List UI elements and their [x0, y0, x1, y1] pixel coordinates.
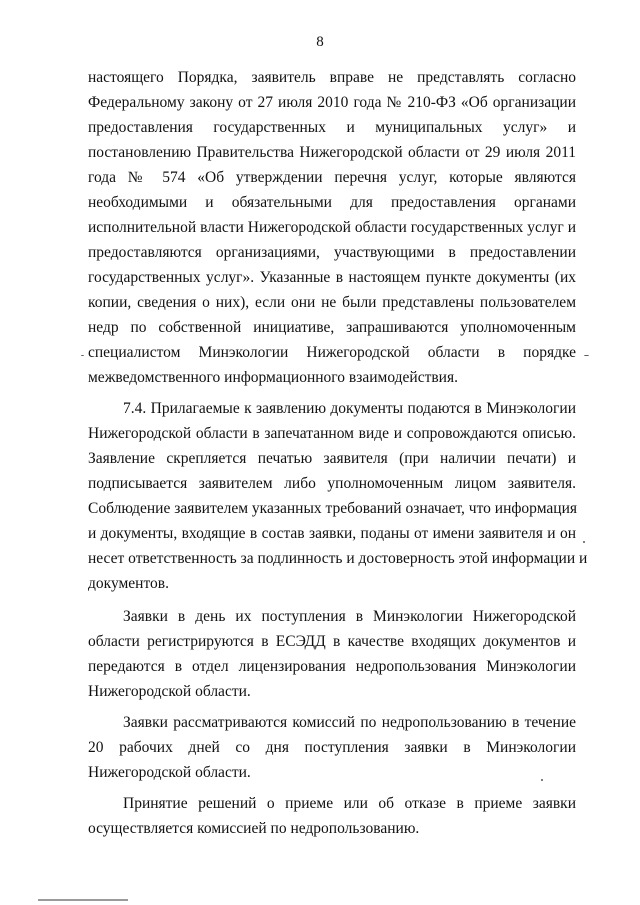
scan-speck [584, 355, 589, 356]
text-line: Федеральному закону от 27 июля 2010 года № 210-ФЗ «Об организации [88, 94, 576, 111]
text-line: года № 574 «Об утверждении перечня услуг, которые являются [88, 169, 576, 186]
text-line: передаются в отдел лицензирования недропользования Минэкологии [88, 658, 576, 675]
text-line: настоящего Порядка, заявитель вправе не представлять согласно [88, 69, 576, 86]
text-line: области регистрируются в ЕСЭДД в качестве входящих документов и [88, 633, 576, 650]
text-line: Заявки рассматриваются комиссий по недропользованию в течение [123, 714, 576, 731]
scan-speck [81, 355, 84, 356]
scan-speck [583, 541, 585, 543]
text-line: Нижегородской области. [88, 764, 251, 781]
text-line: предоставляются организациями, участвующими в предоставлении [88, 244, 576, 261]
text-line: необходимыми и обязательными для предоставления органами [88, 194, 576, 211]
text-line: Нижегородской области в запечатанном виде и сопровождаются описью. [88, 425, 576, 442]
text-line: межведомственного информационного взаимодействия. [88, 369, 458, 386]
text-line: постановлению Правительства Нижегородской области от 29 июля 2011 [88, 144, 576, 161]
text-line: Заявки в день их поступления в Минэкологии Нижегородской [123, 608, 576, 625]
text-line: исполнительной власти Нижегородской области государственных услуг и [88, 219, 576, 236]
text-line: несет ответственность за подлинность и достоверность этой информации и [88, 550, 588, 567]
text-line: осуществляется комиссией по недропользованию. [88, 820, 420, 837]
text-line: Принятие решений о приеме или об отказе в приеме заявки [123, 795, 576, 812]
text-line: специалистом Минэкологии Нижегородской области в порядке [88, 344, 576, 361]
page-number: 8 [316, 34, 324, 50]
text-line: государственных услуг». Указанные в настоящем пункте документы (их [88, 269, 576, 286]
text-line: и документы, входящие в состав заявки, поданы от имени заявителя и он [88, 525, 576, 542]
scan-speck [541, 779, 543, 781]
text-line: 7.4. Прилагаемые к заявлению документы подаются в Минэкологии [123, 400, 576, 417]
scan-edge-mark [38, 899, 128, 901]
text-line: Заявление скрепляется печатью заявителя (при наличии печати) и [88, 450, 576, 467]
text-line: Соблюдение заявителем указанных требований означает, что информация [88, 500, 577, 517]
text-line: предоставления государственных и муниципальных услуг» и [88, 119, 576, 136]
text-line: документов. [88, 575, 169, 592]
text-line: Нижегородской области. [88, 683, 251, 700]
text-line: 20 рабочих дней со дня поступления заявки в Минэкологии [88, 739, 576, 756]
text-line: подписывается заявителем либо уполномоченным лицом заявителя. [88, 475, 576, 492]
text-line: копии, сведения о них), если они не были представлены пользователем [88, 294, 576, 311]
text-line: недр по собственной инициативе, запрашиваются уполномоченным [88, 319, 576, 336]
